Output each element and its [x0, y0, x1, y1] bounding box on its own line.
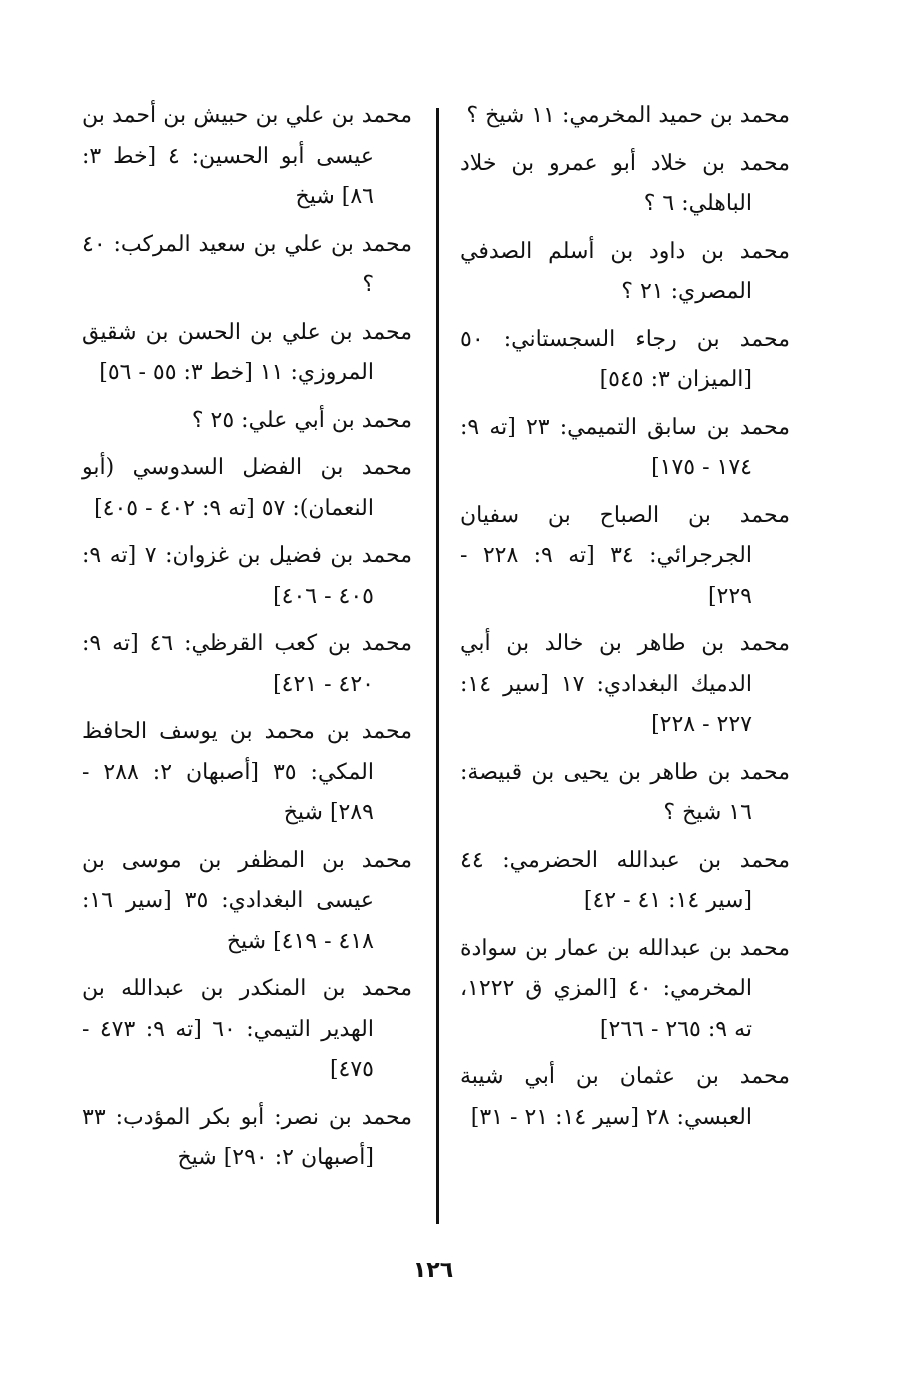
entry: محمد بن المنكدر بن عبدالله بن الهدير التيمي: ٦٠ [ته ٩: ٤٧٣ - ٤٧٥]: [82, 976, 412, 1082]
entry: محمد بن محمد بن يوسف الحافظ المكي: ٣٥ [أصبهان ٢: ٢٨٨ - ٢٨٩] شيخ: [82, 719, 412, 825]
entry: محمد بن علي بن سعيد المركب: ٤٠ ؟: [82, 231, 412, 297]
entry: محمد بن طاهر بن يحيى بن قبيصة: ١٦ شيخ ؟: [460, 759, 790, 825]
entry: محمد بن رجاء السجستاني: ٥٠ [الميزان ٣: ٥٤٥]: [460, 326, 790, 392]
entry: محمد بن سابق التميمي: ٢٣ [ته ٩: ١٧٤ - ١٧٥]: [460, 414, 790, 480]
entry: محمد بن علي بن حبيش بن أحمد بن عيسى أبو الحسين: ٤ [خط ٣: ٨٦] شيخ: [82, 103, 412, 209]
entry: محمد بن كعب القرظي: ٤٦ [ته ٩: ٤٢٠ - ٤٢١]: [82, 631, 412, 697]
right-column: [460, 96, 790, 1145]
entry: محمد بن الفضل السدوسي (أبو النعمان): ٥٧ [ته ٩: ٤٠٢ - ٤٠٥]: [82, 455, 412, 521]
entry: محمد بن طاهر بن خالد بن أبي الدميك البغدادي: ١٧ [سير ١٤: ٢٢٧ - ٢٢٨]: [460, 631, 790, 737]
entry: محمد بن فضيل بن غزوان: ٧ [ته ٩: ٤٠٥ - ٤٠٦]: [82, 543, 412, 609]
entry: محمد بن المظفر بن موسى بن عيسى البغدادي: ٣٥ [سير ١٦: ٤١٨ - ٤١٩] شيخ: [82, 847, 412, 954]
entry: محمد بن داود بن أسلم الصدفي المصري: ٢١ ؟: [460, 238, 790, 304]
entry: محمد بن حميد المخرمي: ١١ شيخ ؟: [466, 103, 790, 128]
entry: محمد بن عبدالله بن عمار بن سوادة المخرمي: ٤٠ [المزي ق ١٢٢٢، ته ٩: ٢٦٥ - ٢٦٦]: [460, 935, 790, 1042]
entry: محمد بن عثمان بن أبي شيبة العبسي: ٢٨ [سير ١٤: ٢١ - ٣١]: [460, 1064, 790, 1130]
entry: محمد بن عبدالله الحضرمي: ٤٤ [سير ١٤: ٤١ - ٤٢]: [460, 847, 790, 913]
entry: محمد بن نصر: أبو بكر المؤدب: ٣٣ [أصبهان ٢: ٢٩٠] شيخ: [82, 1104, 412, 1170]
entry: محمد بن علي بن الحسن بن شقيق المروزي: ١١ [خط ٣: ٥٥ - ٥٦]: [82, 319, 412, 385]
entry: محمد بن أبي علي: ٢٥ ؟: [191, 407, 412, 433]
entry: محمد بن الصباح بن سفيان الجرجرائي: ٣٤ [ته ٩: ٢٢٨ - ٢٢٩]: [460, 502, 790, 609]
entry: محمد بن خلاد أبو عمرو بن خلاد الباهلي: ٦ ؟: [460, 150, 790, 216]
page-number: ١٢٦: [412, 1258, 454, 1283]
column-divider: [436, 108, 439, 1224]
left-column: [82, 96, 412, 1186]
